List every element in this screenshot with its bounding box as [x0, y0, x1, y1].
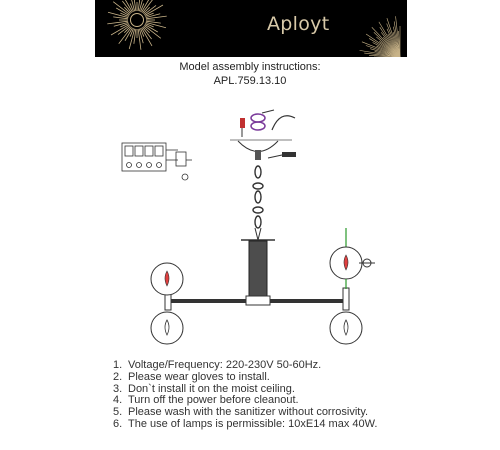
screwdriver-icon — [272, 116, 295, 130]
terminal-block-icon — [122, 143, 192, 180]
list-item: 1. Voltage/Frequency: 220-230V 50-60Hz. — [113, 359, 322, 371]
instructions-list — [113, 360, 377, 431]
lamp-top-right — [330, 228, 362, 289]
wire-cutter-icon — [268, 152, 296, 158]
document-title: Model assembly instructions: — [179, 61, 321, 73]
list-item: 3. Don`t install it on the moist ceiling. — [113, 382, 295, 395]
brand-name: Aployt — [267, 13, 330, 35]
list-item: 4. Turn off the power before cleanout. — [113, 394, 299, 407]
lamp-top-left — [151, 263, 183, 295]
list-item: 5. Please wash with the sanitizer without corrosivity. — [113, 406, 369, 419]
model-number: APL.759.13.10 — [213, 75, 287, 87]
list-item: 2. Please wear gloves to install. — [113, 370, 270, 383]
chain — [253, 166, 263, 240]
list-item: 6. The use of lamps is permissible: 10xE14 max 40W. — [113, 417, 378, 430]
lamp-bottom-right — [330, 312, 362, 344]
lamp-bottom-left — [151, 312, 183, 344]
center-column — [241, 240, 275, 305]
